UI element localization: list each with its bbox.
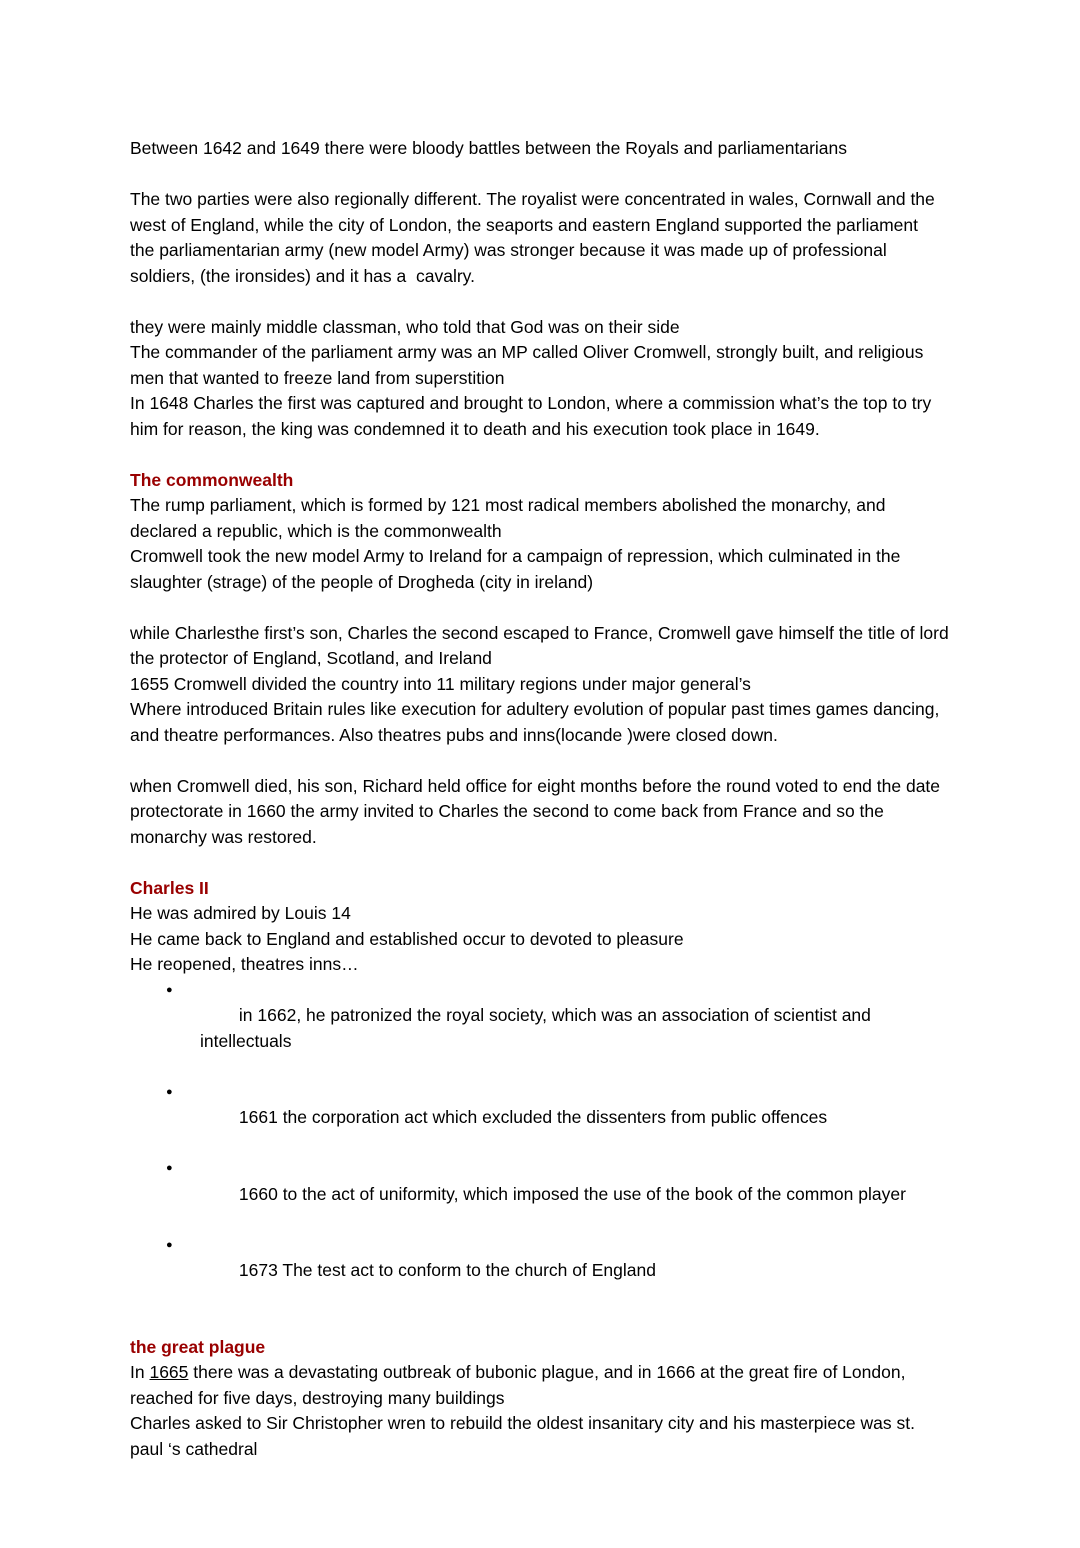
text-line: when Cromwell died, his son, Richard held office for eight months before the round voted to end the date protectorate in 1660 the army invited to Charles the second to come back from France and so the monarchy was restored. [130, 775, 945, 847]
bullet-item [130, 978, 952, 1080]
bullet-text: 1661 the corporation act which excluded the dissenters from public offences [238, 1107, 828, 1127]
section-commonwealth [130, 468, 952, 596]
text-line: Cromwell took the new model Army to Ireland for a campaign of repression, which culminated in the slaughter (strage) of the people of Drogheda (city in ireland) [130, 546, 906, 592]
paragraph-restoration [130, 774, 952, 851]
text-line: He reopened, theatres inns… [130, 954, 359, 974]
paragraph-cromwell-intro [130, 315, 952, 443]
bullet-text: 1673 The test act to conform to the church of England [238, 1260, 656, 1280]
text-line: Charles asked to Sir Christopher wren to rebuild the oldest insanitary city and his masterpiece was st. paul ‘s cathedral [130, 1413, 920, 1459]
text-line: 1655 Cromwell divided the country into 11 military regions under major general’s [130, 673, 751, 694]
text-line: they were mainly middle classman, who told that God was on their side [130, 316, 680, 337]
bullet-list [130, 978, 952, 1310]
text-line: He came back to England and established occur to devoted to pleasure [130, 928, 684, 949]
bullet-text: in 1662, he patronized the royal society, which was an association of scientist and intellectuals [200, 1005, 876, 1051]
plague-text-prefix: In [130, 1362, 150, 1382]
plague-text-rest: there was a devastating outbreak of bubonic plague, and in 1666 at the great fire of London, reached for five days, destroying many buildings [130, 1362, 911, 1408]
paragraph-protectorate [130, 621, 952, 749]
paragraph-intro [130, 136, 952, 162]
bullet-icon: ● [166, 983, 173, 996]
text-line: Where introduced Britain rules like execution for adultery evolution of popular past times games dancing, and theatre performances. Also theatres pubs and inns(locande )were closed down. [130, 699, 945, 745]
text-line: The commander of the parliament army was an MP called Oliver Cromwell, strongly built, and religious men that wanted to freeze land from superstition [130, 342, 929, 388]
text-line: The two parties were also regionally different. The royalist were concentrated in wales, Cornwall and the west of England, while the city of London, the seaports and eastern England supported the parliament [130, 189, 940, 235]
bullet-icon: ● [166, 1238, 173, 1251]
underlined-year-1665: 1665 [149, 1362, 189, 1382]
bullet-text: 1660 to the act of uniformity, which imposed the use of the book of the common player [238, 1183, 906, 1204]
text-line: the parliamentarian army (new model Army) was stronger because it was made up of professional soldiers, (the ironsides) and it has a cavalry. [130, 240, 892, 286]
bullet-item [130, 1156, 952, 1233]
bullet-icon: ● [166, 1162, 173, 1174]
text-line: Between 1642 and 1649 there were bloody battles between the Royals and parliamentarians [130, 138, 848, 158]
section-heading-charles-ii: Charles II [130, 877, 209, 898]
section-charles-ii [130, 876, 952, 1310]
section-great-plague [130, 1335, 952, 1463]
bullet-item [130, 1233, 952, 1310]
text-line [130, 1360, 952, 1411]
text-line: He was admired by Louis 14 [130, 903, 351, 923]
section-heading-great-plague: the great plague [130, 1336, 266, 1357]
text-line: The rump parliament, which is formed by 121 most radical members abolished the monarchy, and declared a republic, which is the commonwealth [130, 495, 891, 541]
text-line: In 1648 Charles the first was captured and brought to London, where a commission what’s the top to try him for reason, the king was condemned it to death and his execution took place in 1649. [130, 393, 937, 439]
bullet-icon: ● [166, 1085, 173, 1098]
paragraph-parties [130, 187, 952, 289]
bullet-item [130, 1080, 952, 1157]
text-line: while Charlesthe first’s son, Charles the second escaped to France, Cromwell gave himself the title of lord the protector of England, Scotland, and Ireland [130, 622, 954, 668]
section-heading-commonwealth: The commonwealth [130, 469, 294, 490]
